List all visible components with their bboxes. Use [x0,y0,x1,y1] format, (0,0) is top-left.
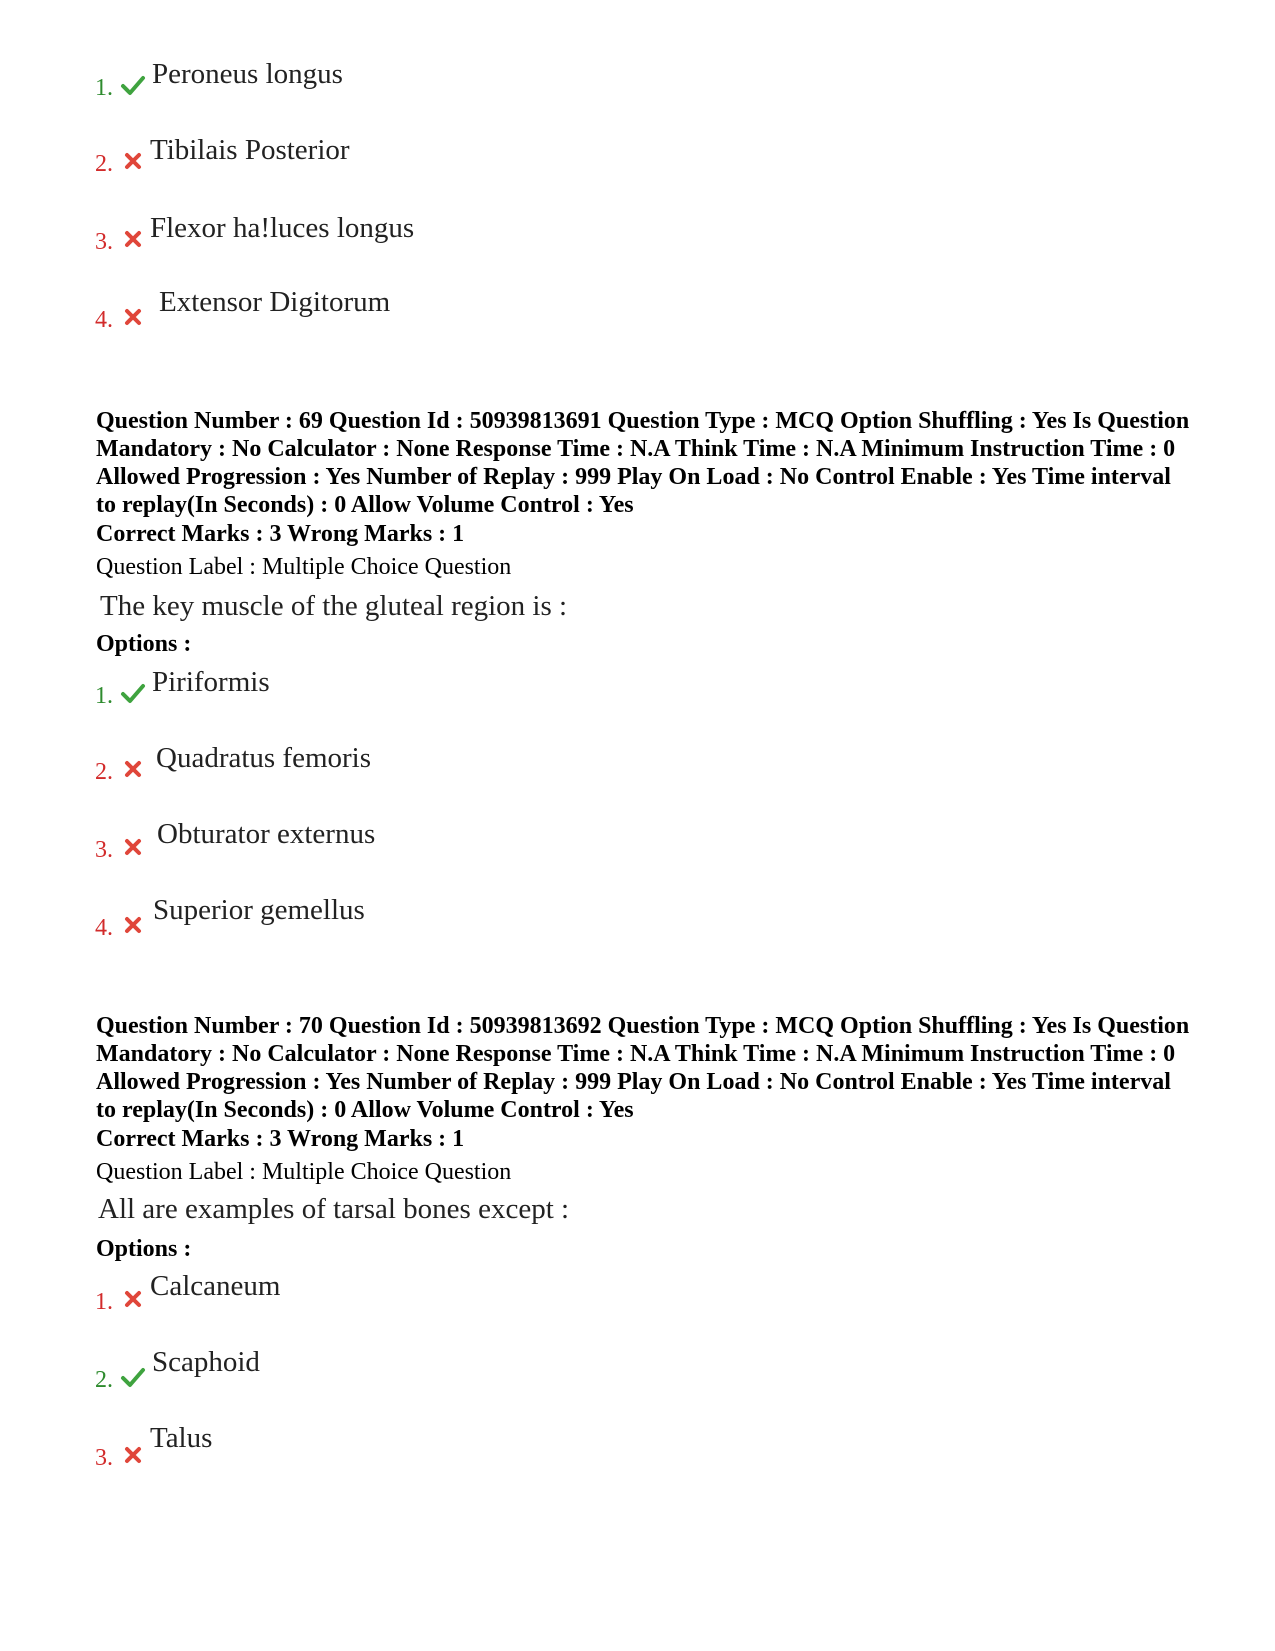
question-label: Question Label : Multiple Choice Question [96,1159,512,1185]
check-icon [120,1364,146,1390]
cross-icon [120,148,146,174]
option-number: 3. [95,1445,113,1471]
option-text: Tibilais Posterior [150,134,350,166]
option-text: Extensor Digitorum [159,286,391,318]
cross-icon [120,304,146,330]
option-text: Superior gemellus [153,894,365,926]
option-number: 4. [95,915,113,941]
option-number: 3. [95,229,113,255]
check-icon [120,680,146,706]
cross-icon [120,834,146,860]
option-text: Quadratus femoris [156,742,372,774]
option-number: 2. [95,151,113,177]
cross-icon [120,1286,146,1312]
question-meta: Question Number : 69 Question Id : 50939813691 Question Type : MCQ Option Shuffling : Yes Is Question Mandatory : No Calculator : None Response Time : N.A Think Time : N.A Minimum Instruction Time : 0 Allowed Progression : Yes Number of Replay : 999 Play On Load : No Control Enable : Yes Time interval to replay(In Seconds) : 0 Allow Volume Control : Yes [96,408,1190,518]
option-number: 4. [95,307,113,333]
question-label: Question Label : Multiple Choice Question [96,554,512,580]
cross-icon [120,912,146,938]
options-label: Options : [96,631,192,657]
check-icon [120,72,146,98]
question-meta: Question Number : 70 Question Id : 50939813692 Question Type : MCQ Option Shuffling : Yes Is Question Mandatory : No Calculator : None Response Time : N.A Think Time : N.A Minimum Instruction Time : 0 Allowed Progression : Yes Number of Replay : 999 Play On Load : No Control Enable : Yes Time interval to replay(In Seconds) : 0 Allow Volume Control : Yes [96,1013,1190,1123]
question-stem: The key muscle of the gluteal region is : [100,590,568,622]
option-number: 2. [95,1367,113,1393]
option-text: Flexor ha!luces longus [150,212,415,244]
cross-icon [120,226,146,252]
option-text: Peroneus longus [152,58,343,90]
option-number: 1. [95,683,113,709]
option-text: Calcaneum [150,1270,281,1302]
option-number: 1. [95,1289,113,1315]
option-text: Talus [150,1422,213,1454]
option-text: Piriformis [152,666,270,698]
option-text: Obturator externus [157,818,376,850]
option-number: 2. [95,759,113,785]
option-text: Scaphoid [152,1346,260,1378]
question-stem: All are examples of tarsal bones except : [98,1193,570,1225]
cross-icon [120,756,146,782]
question-marks: Correct Marks : 3 Wrong Marks : 1 [96,521,465,547]
question-marks: Correct Marks : 3 Wrong Marks : 1 [96,1126,465,1152]
options-label: Options : [96,1236,192,1262]
option-number: 1. [95,75,113,101]
option-number: 3. [95,837,113,863]
cross-icon [120,1442,146,1468]
